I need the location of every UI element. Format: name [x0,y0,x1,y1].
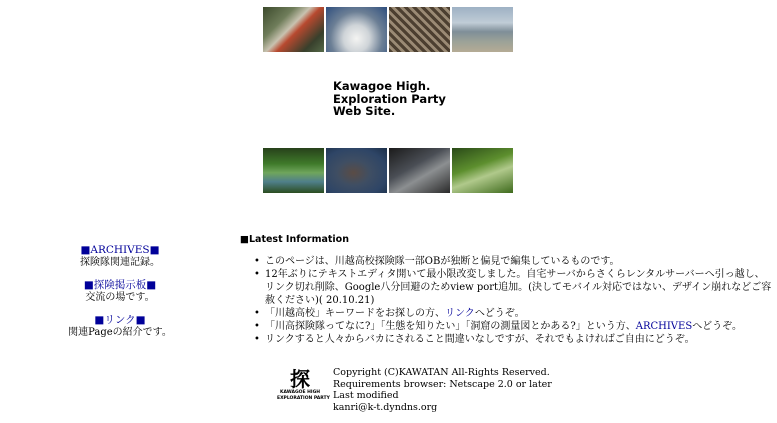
list-item: • 12年ぶりにテキストエディタ開いて最小限改変しました。自宅サーバからさくらレンタルサーバーへ引っ越し、リンク切れ削除、Google八分回避のためview port追加。(決してモバイル対応ではない、デザイン崩れなどご容赦ください)( 20.10.21) [254,269,772,306]
list-item: • このページは、川越高校探険隊一部OBが独断と偏見で編集しているものです。 [254,256,620,267]
contact-email: kanri@k-t.dyndns.org [333,401,438,413]
site-title-line2: Exploration Party [333,91,446,106]
archives-description: 探険隊関連記録。 [80,257,160,268]
sidebar-item-links [60,314,180,339]
last-modified-text: Last modified [333,390,399,401]
site-title [333,80,446,118]
river-splash-photo [326,7,387,52]
fish-photo [326,148,387,193]
bbs-link[interactable]: ■探険掲示板■ [83,279,157,291]
copyright-text: Copyright (C)KAWATAN All-Rights Reserved. [333,367,550,378]
sidebar-nav [60,244,180,349]
archives-link[interactable]: ■ARCHIVES■ [80,244,160,256]
bbs-description: 交流の場です。 [85,292,155,303]
site-title-line3: Web Site. [333,104,396,118]
links-description: 関連Pageの紹介です。 [68,327,172,338]
net-photo [389,7,450,52]
links-link[interactable]: ■リンク■ [94,314,146,326]
rock-photo [389,148,450,193]
forest-photo [452,148,513,193]
sidebar-item-archives [60,244,180,269]
inline-link-links[interactable]: リンク [445,308,475,319]
kawatan-logo: 探 KAWAGOE HIGH EXPLORATION PARTY [277,367,330,401]
stream-photo [263,148,324,193]
site-title-line1: Kawagoe High. [333,79,431,93]
beach-photo [452,7,513,52]
inline-link-archives[interactable]: ARCHIVES [635,321,693,332]
footer [333,367,552,413]
rafting-photo [263,7,324,52]
list-item: • 「川高探険隊ってなに?」「生態を知りたい」「洞窟の測量図とかある?」という方、ARCHIVESへどうぞ。 [254,321,742,332]
sidebar-item-bbs [60,279,180,304]
requirements-text: Requirements browser: Netscape 2.0 or later [333,378,552,390]
latest-info-heading: ■Latest Information [240,234,349,245]
list-item: • 「川越高校」キーワードをお探しの方、リンクへどうぞ。 [254,308,525,319]
latest-info-list [254,255,774,346]
list-item: • リンクすると人々からバカにされること間違いなしですが、それでもよければご自由にどうぞ。 [254,334,695,345]
